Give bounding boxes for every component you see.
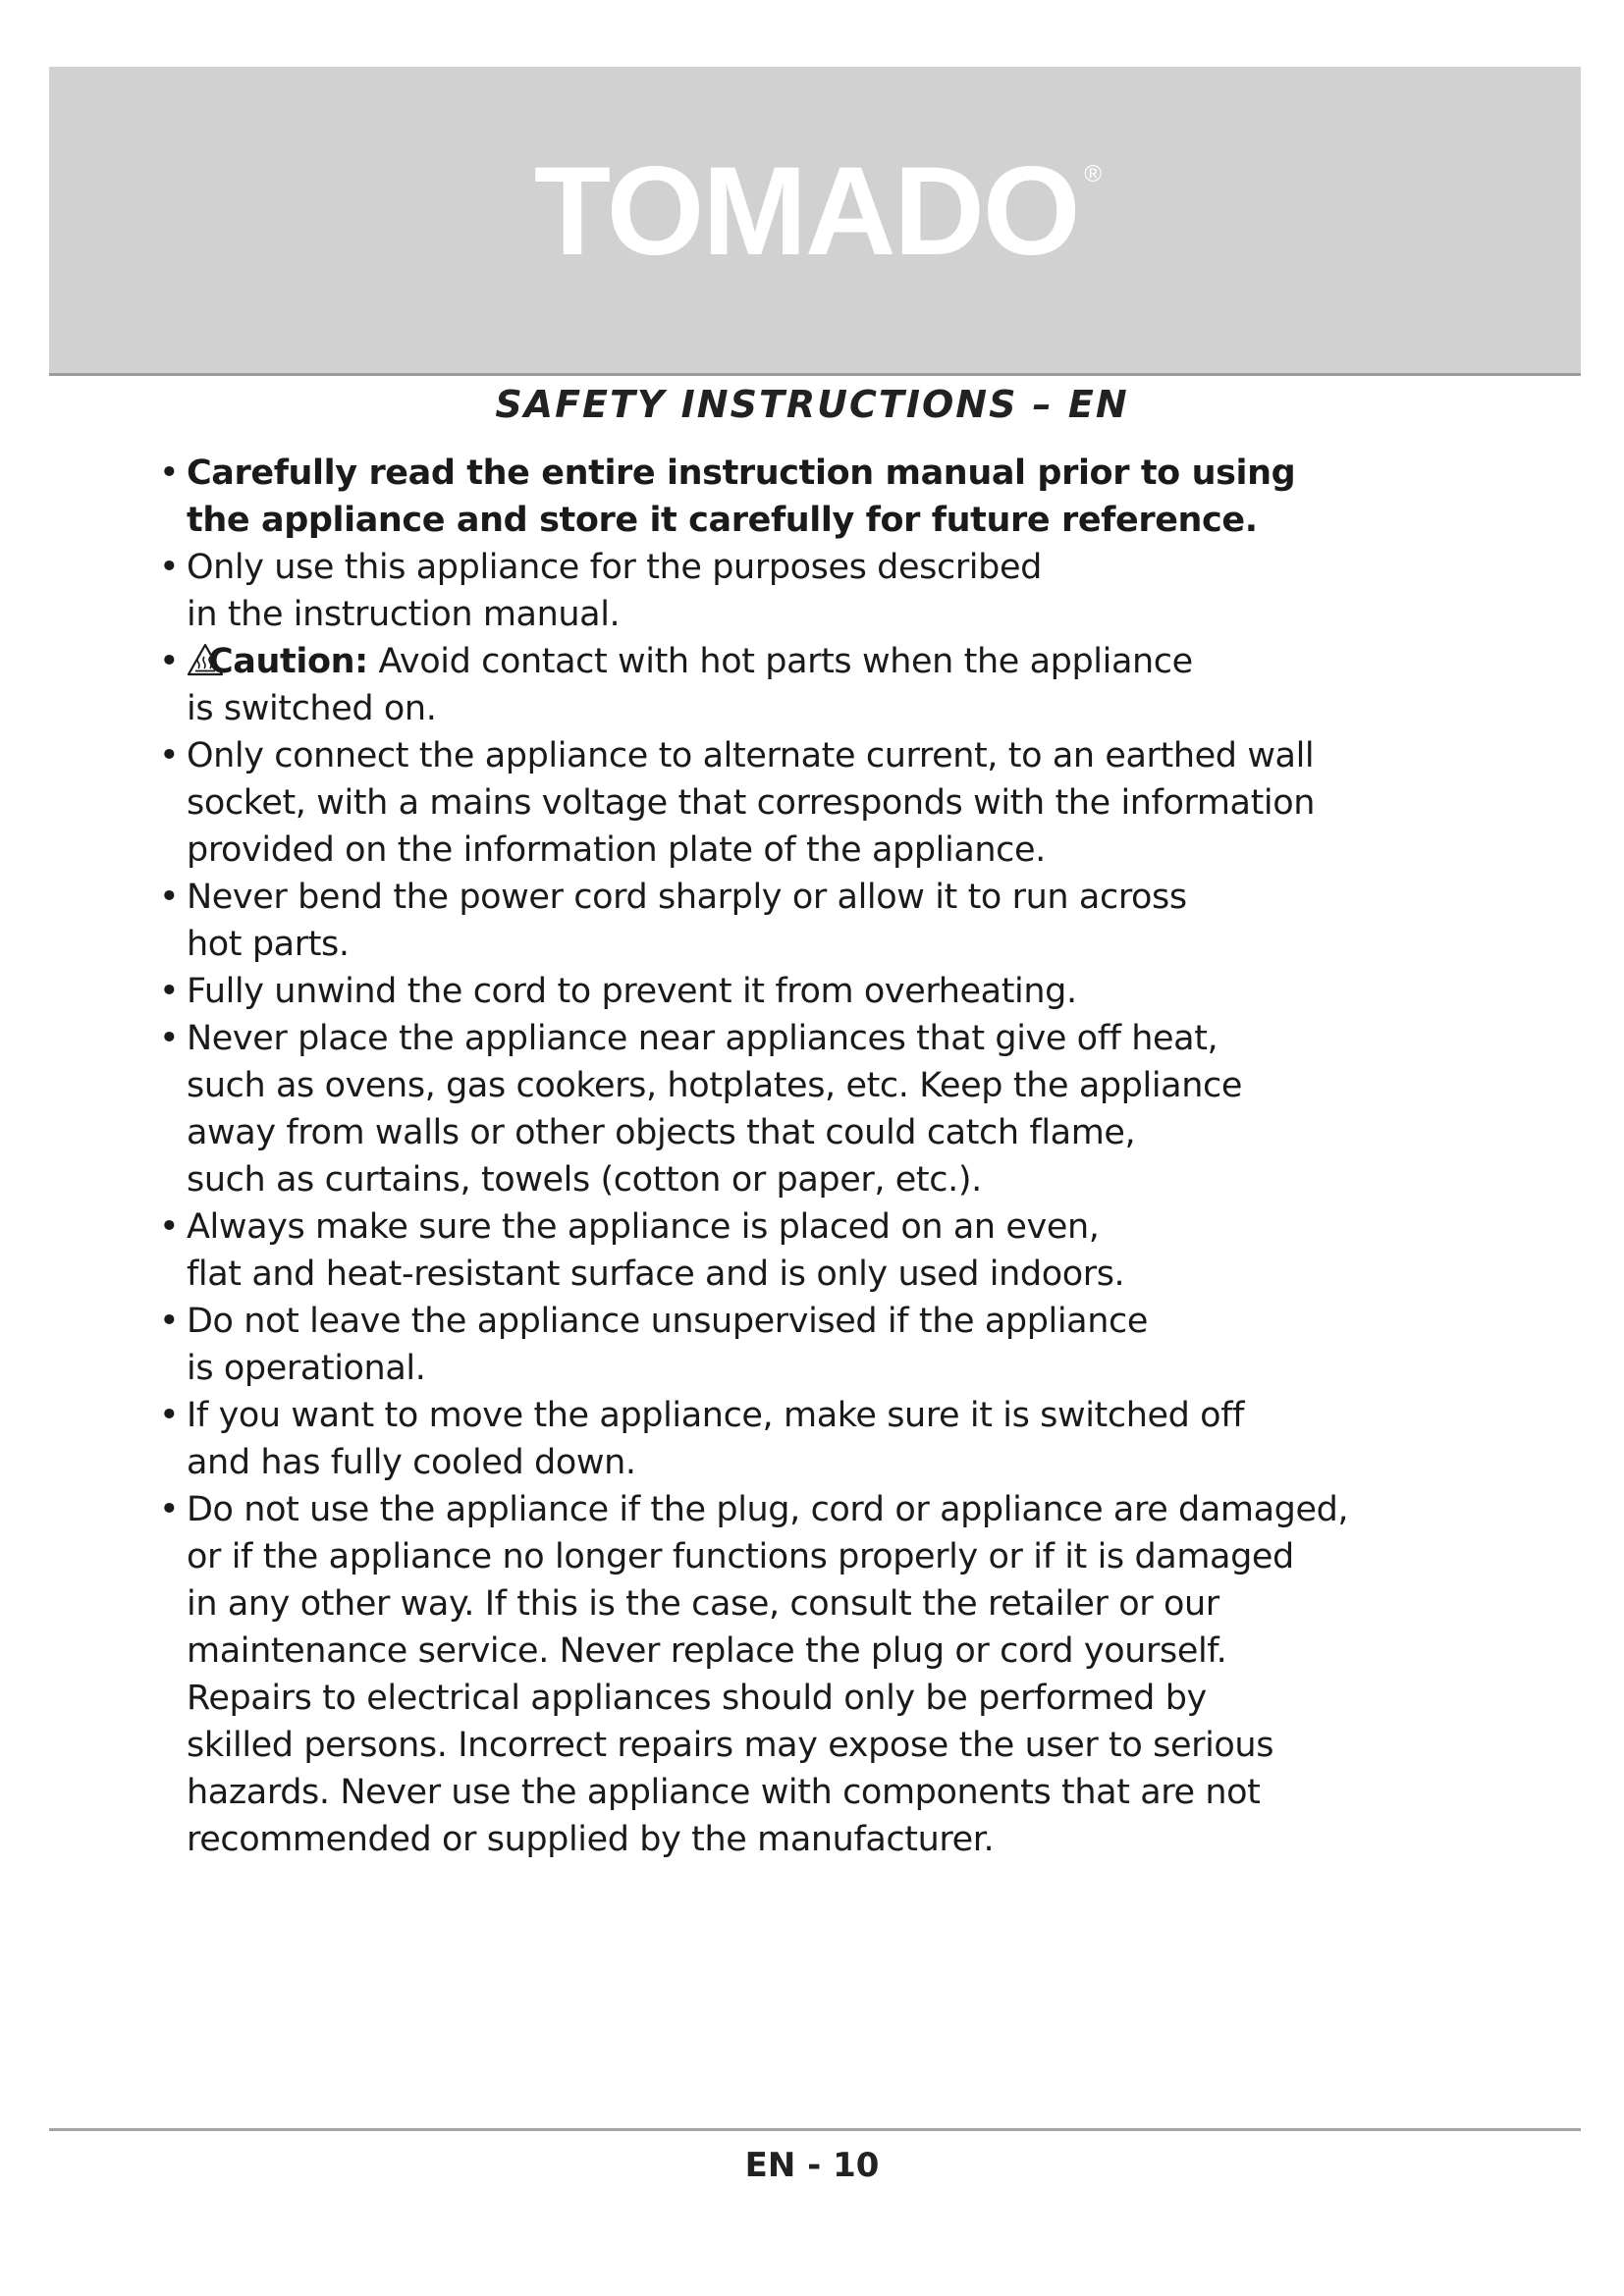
instruction-line: Carefully read the entire instruction manual prior to using <box>187 454 1296 493</box>
page-number: EN - 10 <box>744 2146 880 2185</box>
bullet-icon: • <box>159 1396 180 1435</box>
instruction-line: in the instruction manual. <box>187 595 621 634</box>
tomado-logo <box>49 141 1581 282</box>
caution-label: Caution: <box>208 642 368 681</box>
instruction-item <box>159 450 1534 544</box>
instruction-line: Repairs to electrical appliances should only be performed by <box>187 1679 1207 1718</box>
instruction-line: maintenance service. Never replace the plug or cord yourself. <box>187 1631 1227 1671</box>
instruction-line: or if the appliance no longer functions properly or if it is damaged <box>187 1537 1294 1576</box>
instruction-line: flat and heat-resistant surface and is only used indoors. <box>187 1255 1125 1294</box>
instruction-line: provided on the information plate of the appliance. <box>187 830 1046 870</box>
instruction-line: hazards. Never use the appliance with components that are not <box>187 1773 1261 1812</box>
instruction-item <box>159 968 1534 1015</box>
instruction-line: and has fully cooled down. <box>187 1443 636 1482</box>
safety-instructions-list <box>159 450 1534 1863</box>
instruction-item <box>159 544 1534 638</box>
instruction-line: hot parts. <box>187 925 350 964</box>
instruction-line: recommended or supplied by the manufacturer. <box>187 1820 995 1859</box>
instruction-line: Fully unwind the cord to prevent it from overheating. <box>187 972 1077 1011</box>
bullet-icon: • <box>159 878 180 917</box>
instruction-item <box>159 1203 1534 1298</box>
instruction-line: Never place the appliance near appliances that give off heat, <box>187 1019 1218 1058</box>
header-band <box>49 67 1581 376</box>
instruction-item <box>159 874 1534 968</box>
registered-mark: ® <box>1084 161 1103 187</box>
instruction-line: Only use this appliance for the purposes described <box>187 548 1042 587</box>
instruction-line: such as curtains, towels (cotton or paper, etc.). <box>187 1160 982 1200</box>
section-title: SAFETY INSTRUCTIONS – EN <box>495 383 1129 426</box>
instruction-item <box>159 1392 1534 1486</box>
instruction-item <box>159 1298 1534 1392</box>
bullet-icon: • <box>159 972 180 1011</box>
instruction-line: Do not leave the appliance unsupervised if the appliance <box>187 1302 1148 1341</box>
instruction-line: such as ovens, gas cookers, hotplates, etc. Keep the appliance <box>187 1066 1242 1105</box>
instruction-line: Always make sure the appliance is placed on an even, <box>187 1207 1100 1247</box>
instruction-item <box>159 1486 1534 1863</box>
instruction-item <box>159 1015 1534 1203</box>
footer-divider <box>49 2128 1581 2131</box>
instruction-line: socket, with a mains voltage that corresponds with the information <box>187 783 1316 823</box>
bullet-icon: • <box>159 1490 180 1529</box>
instruction-line: skilled persons. Incorrect repairs may expose the user to serious <box>187 1726 1274 1765</box>
logo-text: TOMADO <box>533 141 1079 282</box>
caution-text: Avoid contact with hot parts when the appliance <box>367 642 1193 681</box>
instruction-item <box>159 732 1534 874</box>
instruction-item-caution <box>159 638 1534 732</box>
instruction-line: Only connect the appliance to alternate current, to an earthed wall <box>187 736 1315 775</box>
instruction-line: is operational. <box>187 1349 426 1388</box>
bullet-icon: • <box>159 1207 180 1247</box>
instruction-line: in any other way. If this is the case, consult the retailer or our <box>187 1584 1219 1624</box>
instruction-line: If you want to move the appliance, make sure it is switched off <box>187 1396 1245 1435</box>
bullet-icon: • <box>159 1019 180 1058</box>
instruction-line: is switched on. <box>187 689 437 728</box>
bullet-icon: • <box>159 454 180 493</box>
instruction-line: the appliance and store it carefully for future reference. <box>187 501 1258 540</box>
bullet-icon: • <box>159 548 180 587</box>
instruction-line: Do not use the appliance if the plug, cord or appliance are damaged, <box>187 1490 1349 1529</box>
bullet-icon: • <box>159 642 180 681</box>
bullet-icon: • <box>159 736 180 775</box>
instruction-line: Never bend the power cord sharply or allow it to run across <box>187 878 1187 917</box>
caution-line <box>187 638 1534 685</box>
instruction-line: away from walls or other objects that could catch flame, <box>187 1113 1136 1152</box>
bullet-icon: • <box>159 1302 180 1341</box>
